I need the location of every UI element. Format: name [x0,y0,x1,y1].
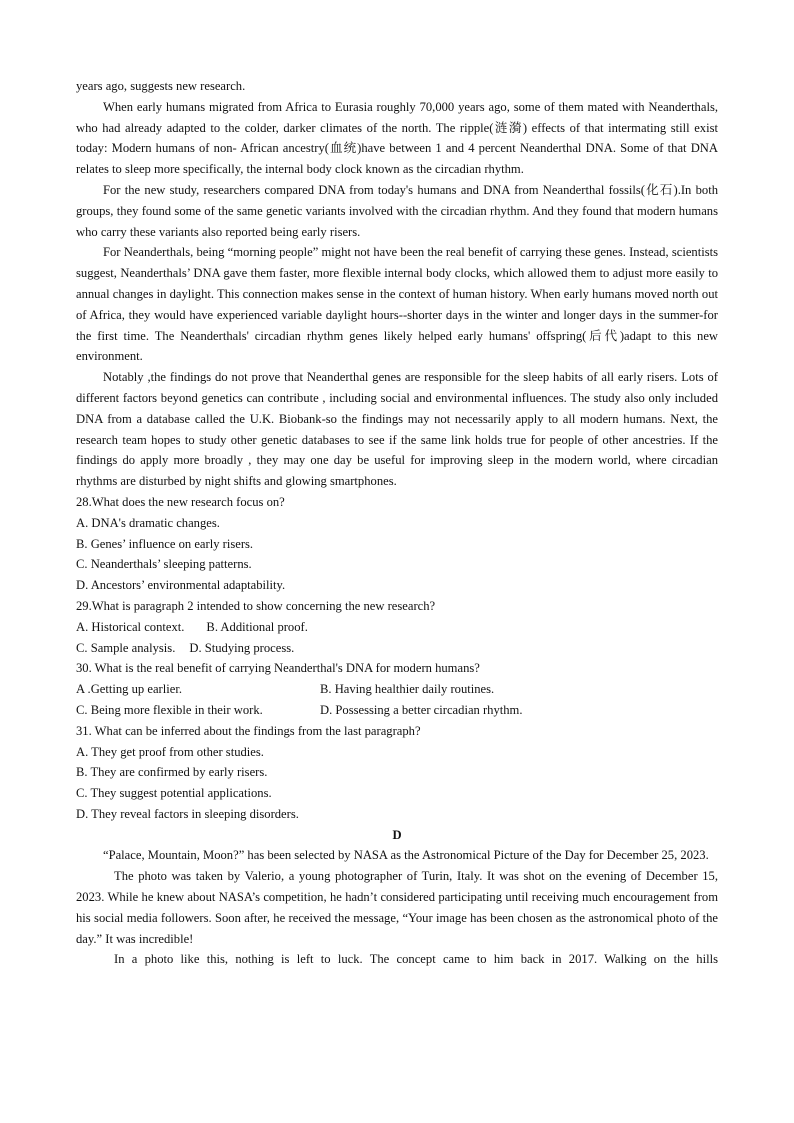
question-31-option-d: D. They reveal factors in sleeping disorders. [76,806,299,821]
question-30 [76,658,718,720]
question-30-option-c: C. Being more flexible in their work. [76,702,263,717]
passage-d-paragraph-3: In a photo like this, nothing is left to luck. The concept came to him back in 2017. Walking on the hills [114,952,718,967]
question-30-options-ab [76,679,718,700]
question-28-option-d: D. Ancestors’ environmental adaptability. [76,578,286,593]
question-28 [76,492,718,596]
question-28-option-a: A. DNA's dramatic changes. [76,515,220,530]
question-30-option-b: B. Having healthier daily routines. [320,682,495,697]
question-28-stem: 28.What does the new research focus on? [76,494,285,509]
passage-d-paragraph-2: The photo was taken by Valerio, a young photographer of Turin, Italy. It was shot on the evening of December 15, 2023. While he knew about NASA’s competition, he hadn’t considered participating until receiving much encouragement from his social media followers. Soon after, he received the message, “Your image has been chosen as the astronomical photo of the day.” It was incredible! [76,869,718,946]
passage-c-paragraph-2: For the new study, researchers compared DNA from today's humans and DNA from Neanderthal fossils(化石).In both groups, they found some of the same genetic variants involved with the circadian rhythm. And they found that modern humans who carry these variants also reported being early risers. [76,182,718,239]
question-30-stem: 30. What is the real benefit of carrying Neanderthal's DNA for modern humans? [76,661,480,676]
question-30-option-a: A .Getting up earlier. [76,682,182,697]
passage-c-paragraph-1: When early humans migrated from Africa to Eurasia roughly 70,000 years ago, some of them mated with Neanderthals, who had already adapted to the colder, darker climates of the north. The ripple(涟漪) effects of that intermating still exist today: Modern humans of non- African ancestry(血统)have between 1 and 4 percent Neanderthal DNA. Some of that DNA relates to sleep more specifically, the internal body clock known as the circadian rhythm. [76,99,718,177]
passage-d-paragraph-1: “Palace, Mountain, Moon?” has been selected by NASA as the Astronomical Picture of the Day for December 25, 2023. [103,848,709,863]
question-31-option-a: A. They get proof from other studies. [76,744,264,759]
question-29-option-b: B. Additional proof. [206,619,308,634]
exam-page [76,76,718,970]
question-29-option-c: C. Sample analysis. [76,640,176,655]
question-29-options-cd [76,638,718,659]
question-29 [76,596,718,658]
question-30-options-cd [76,700,718,721]
question-31-option-c: C. They suggest potential applications. [76,786,272,801]
question-29-option-d: D. Studying process. [189,640,295,655]
passage-c-intro-fragment: years ago, suggests new research. [76,79,246,93]
question-29-stem: 29.What is paragraph 2 intended to show concerning the new research? [76,598,436,613]
question-29-option-a: A. Historical context. [76,619,185,634]
question-31-option-b: B. They are confirmed by early risers. [76,765,268,780]
question-31-stem: 31. What can be inferred about the findings from the last paragraph? [76,723,421,738]
question-31 [76,721,718,825]
passage-c-paragraph-4: Notably ,the findings do not prove that Neanderthal genes are responsible for the sleep habits of all early risers. Lots of different factors beyond genetics can contribute , including social and environmental influences. The study also only included DNA from a database called the U.K. Biobank-so the findings may not necessarily apply to all modern humans. Next, the research team hopes to study other genetic databases to see if the same link holds true for people of other ancestries. If the findings do apply more broadly , they may one day be useful for improving sleep in the modern world, where circadian rhythms are disturbed by night shifts and glowing smartphones. [76,370,718,489]
question-30-option-d: D. Possessing a better circadian rhythm. [320,702,523,717]
passage-d-heading: D [392,827,402,842]
question-28-option-b: B. Genes’ influence on early risers. [76,536,254,551]
question-28-option-c: C. Neanderthals’ sleeping patterns. [76,557,252,572]
question-29-options-ab [76,617,718,638]
passage-c-paragraph-3: For Neanderthals, being “morning people” might not have been the real benefit of carrying these genes. Instead, scientists suggest, Neanderthals’ DNA gave them faster, more flexible internal body clocks, which allowed them to adjust more easily to annual changes in daylight. This connection makes sense in the context of human history. When early humans moved north out of Africa, they would have experienced variable daylight hours--shorter days in the winter and longer days in the summer-for the first time. The Neanderthals' circadian rhythm genes likely helped early humans' offspring(后代)adapt to this new environment. [76,245,718,364]
